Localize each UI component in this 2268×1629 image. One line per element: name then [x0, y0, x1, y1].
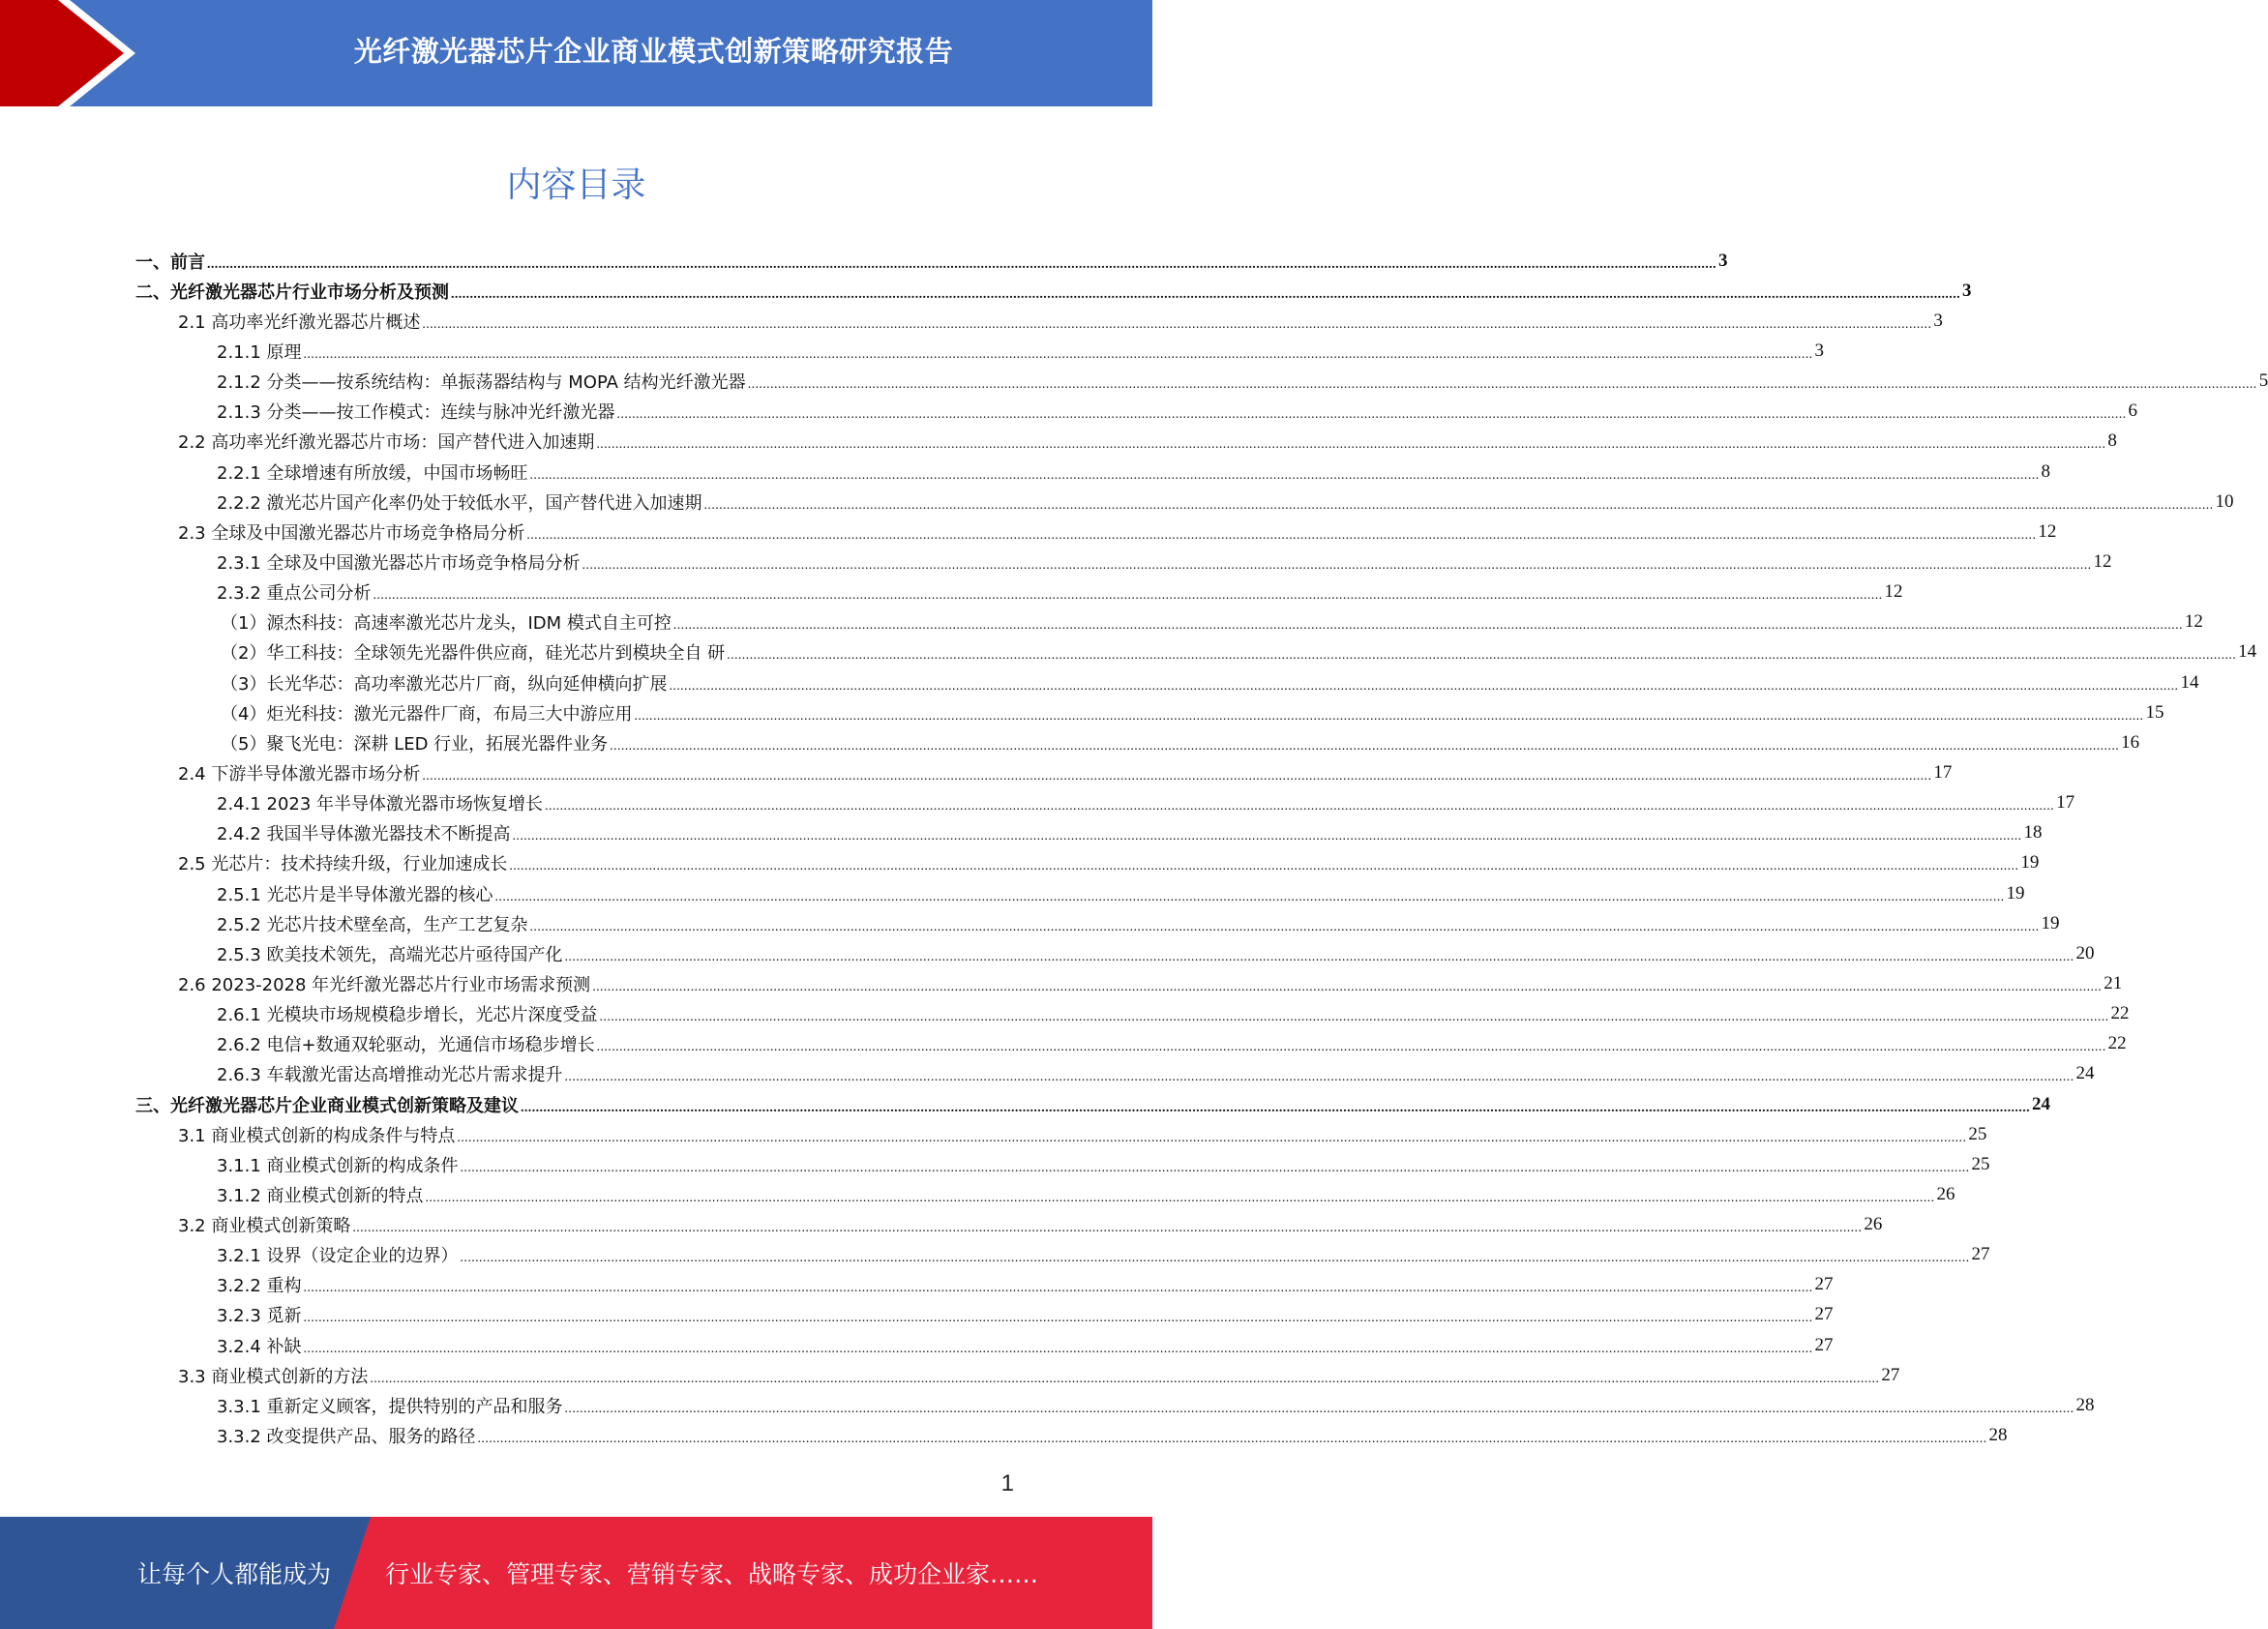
toc-entry-page: 12 [2038, 520, 2057, 542]
toc-entry-page: 3 [1814, 340, 1825, 361]
table-of-contents [135, 246, 2268, 1451]
toc-entry-page: 8 [2107, 430, 2117, 452]
toc-entry-page: 22 [2107, 1033, 2127, 1054]
toc-entry-label: 2.1.1 原理 [217, 341, 302, 363]
toc-entry-page: 20 [2075, 942, 2095, 963]
toc-entry-page: 14 [2180, 671, 2199, 693]
toc-entry-label: 3.2.4 补缺 [217, 1336, 302, 1357]
toc-entry[interactable] [135, 1179, 1955, 1209]
toc-entry-page: 25 [1971, 1153, 1990, 1174]
toc-leader-dots: ................................................................................................................................................................................................................................................................................................................................................................................................................ [592, 979, 2103, 994]
toc-entry[interactable] [135, 667, 2199, 697]
toc-entry-label: 3.3 商业模式创新的方法 [178, 1366, 369, 1387]
toc-entry[interactable] [135, 547, 2112, 577]
toc-entry-page: 24 [2075, 1063, 2095, 1084]
toc-entry[interactable] [135, 1420, 2008, 1450]
toc-entry-label: 3.3.1 重新定义顾客，提供特别的产品和服务 [217, 1396, 563, 1417]
toc-entry-label: 2.5.1 光芯片是半导体激光器的核心 [217, 884, 493, 905]
toc-entry-page: 22 [2110, 1003, 2130, 1024]
toc-entry-label: 2.4 下游半导体激光器市场分析 [178, 763, 421, 785]
toc-entry-page: 27 [1814, 1274, 1834, 1295]
toc-entry[interactable] [135, 1029, 2127, 1059]
toc-entry-label: 一、前言 [135, 252, 205, 273]
toc-entry-label: 2.6 2023-2028 年光纤激光器芯片行业市场需求预测 [178, 974, 591, 995]
toc-entry[interactable] [135, 607, 2203, 637]
toc-leader-dots: ................................................................................................................................................................................................................................................................................................................................................................................................................ [370, 1371, 1880, 1386]
toc-entry-page: 3 [1962, 280, 1972, 301]
toc-entry[interactable] [135, 818, 2043, 848]
toc-leader-dots: ................................................................................................................................................................................................................................................................................................................................................................................................................ [703, 497, 2214, 513]
toc-leader-dots: ................................................................................................................................................................................................................................................................................................................................................................................................................ [451, 286, 1960, 302]
toc-leader-dots: ................................................................................................................................................................................................................................................................................................................................................................................................................ [303, 1281, 1813, 1296]
toc-entry-page: 26 [1864, 1214, 1883, 1235]
toc-entry-page: 24 [2032, 1093, 2050, 1114]
toc-leader-dots: ................................................................................................................................................................................................................................................................................................................................................................................................................ [526, 527, 2037, 543]
toc-entry[interactable] [135, 1300, 1834, 1330]
toc-entry-page: 17 [1933, 761, 1953, 783]
toc-entry-label: 2.1.3 分类——按工作模式：连续与脉冲光纤激光器 [217, 402, 615, 424]
toc-entry-label: 3.2 商业模式创新策略 [178, 1216, 351, 1237]
toc-entry[interactable] [135, 397, 2138, 427]
toc-entry[interactable] [135, 457, 2051, 487]
toc-entry[interactable] [135, 1089, 2050, 1119]
toc-entry[interactable] [135, 697, 2164, 727]
toc-heading: 内容目录 [506, 165, 646, 205]
toc-entry-page: 19 [2041, 912, 2060, 933]
toc-entry-page: 15 [2145, 701, 2164, 723]
toc-entry-label: 2.2.2 激光芯片国产化率仍处于较低水平，国产替代进入加速期 [217, 492, 702, 514]
toc-leader-dots: ................................................................................................................................................................................................................................................................................................................................................................................................................ [616, 407, 2127, 423]
toc-leader-dots: ................................................................................................................................................................................................................................................................................................................................................................................................................ [599, 1010, 2109, 1025]
toc-entry[interactable] [135, 1059, 2095, 1089]
toc-leader-dots: ................................................................................................................................................................................................................................................................................................................................................................................................................ [596, 1040, 2106, 1055]
toc-leader-dots: ................................................................................................................................................................................................................................................................................................................................................................................................................ [669, 678, 2179, 694]
toc-entry-page: 14 [2238, 641, 2257, 663]
report-title: 光纤激光器芯片企业商业模式创新策略研究报告 [353, 34, 954, 68]
toc-leader-dots: ................................................................................................................................................................................................................................................................................................................................................................................................................ [425, 1190, 1935, 1205]
toc-leader-dots: ................................................................................................................................................................................................................................................................................................................................................................................................................ [494, 889, 2005, 904]
toc-entry[interactable] [135, 848, 2040, 878]
toc-entry-label: （3）长光华芯：高功率激光芯片厂商，纵向延伸横向扩展 [221, 673, 668, 695]
toc-leader-dots: ................................................................................................................................................................................................................................................................................................................................................................................................................ [564, 949, 2074, 964]
toc-entry[interactable] [135, 306, 1943, 336]
toc-entry-label: 2.5 光芯片：技术持续升级，行业加速成长 [178, 854, 508, 875]
toc-entry-label: 3.3.2 改变提供产品、服务的路径 [217, 1427, 476, 1448]
toc-entry[interactable] [135, 1210, 1883, 1240]
toc-entry-label: 2.5.2 光芯片技术壁垒高，生产工艺复杂 [217, 914, 528, 935]
toc-leader-dots: ................................................................................................................................................................................................................................................................................................................................................................................................................ [512, 829, 2022, 844]
toc-entry-page: 27 [1814, 1334, 1834, 1355]
toc-entry-label: 2.3 全球及中国激光器芯片市场竞争格局分析 [178, 522, 525, 544]
toc-entry[interactable] [135, 487, 2234, 517]
toc-entry-label: 2.2 高功率光纤激光器芯片市场：国产替代进入加速期 [178, 432, 595, 454]
toc-entry-label: 2.5.3 欧美技术领先，高端光芯片亟待国产化 [217, 944, 563, 965]
toc-entry-label: 2.4.1 2023 年半导体激光器市场恢复增长 [217, 794, 544, 815]
toc-entry-label: （4）炬光科技：激光元器件厂商，布局三大中游应用 [221, 703, 633, 725]
toc-entry-page: 21 [2104, 972, 2123, 993]
toc-entry-label: （2）华工科技：全球领先光器件供应商，硅光芯片到模块全自 研 [221, 643, 726, 665]
header-arrow-shape [0, 0, 155, 106]
toc-entry-page: 28 [1988, 1425, 2008, 1446]
toc-entry[interactable] [135, 1330, 1834, 1360]
toc-leader-dots: ................................................................................................................................................................................................................................................................................................................................................................................................................ [747, 377, 2257, 393]
toc-entry-label: 三、光纤激光器芯片企业商业模式创新策略及建议 [135, 1095, 519, 1116]
toc-entry-page: 12 [2093, 550, 2112, 572]
toc-entry[interactable] [135, 788, 2075, 818]
toc-entry-page: 19 [2006, 882, 2025, 903]
toc-entry-page: 12 [2184, 611, 2203, 633]
toc-leader-dots: ................................................................................................................................................................................................................................................................................................................................................................................................................ [564, 1401, 2074, 1416]
toc-leader-dots: ................................................................................................................................................................................................................................................................................................................................................................................................................ [596, 437, 2106, 453]
toc-entry[interactable] [135, 999, 2130, 1029]
toc-entry-page: 16 [2121, 731, 2140, 753]
toc-entry-label: 2.6.3 车载激光雷达高增推动光芯片需求提升 [217, 1065, 563, 1086]
toc-leader-dots: ................................................................................................................................................................................................................................................................................................................................................................................................................ [303, 346, 1813, 362]
toc-entry-page: 6 [2128, 400, 2138, 422]
toc-leader-dots: ................................................................................................................................................................................................................................................................................................................................................................................................................ [352, 1221, 1863, 1236]
toc-entry[interactable] [135, 938, 2095, 968]
toc-entry[interactable] [135, 727, 2140, 757]
toc-entry-label: 3.2.1 设界（设定企业的边界） [217, 1246, 459, 1267]
toc-leader-dots: ................................................................................................................................................................................................................................................................................................................................................................................................................ [422, 768, 1932, 784]
toc-entry-page: 26 [1936, 1183, 1955, 1204]
toc-entry-label: 3.1 商业模式创新的构成条件与特点 [178, 1125, 456, 1146]
toc-leader-dots: ................................................................................................................................................................................................................................................................................................................................................................................................................ [582, 557, 2092, 573]
toc-leader-dots: ................................................................................................................................................................................................................................................................................................................................................................................................................ [457, 1130, 1967, 1145]
toc-leader-dots: ................................................................................................................................................................................................................................................................................................................................................................................................................ [529, 919, 2040, 934]
toc-entry[interactable] [135, 878, 2025, 908]
toc-leader-dots: ................................................................................................................................................................................................................................................................................................................................................................................................................ [460, 1160, 1970, 1175]
toc-entry[interactable] [135, 968, 2123, 998]
toc-entry[interactable] [135, 1149, 1990, 1179]
toc-entry[interactable] [135, 1119, 1987, 1149]
footer-slogan-right: 行业专家、管理专家、营销专家、战略专家、成功企业家…… [385, 1560, 1039, 1588]
toc-entry-page: 17 [2056, 792, 2075, 814]
toc-entry-label: （1）源杰科技：高速率激光芯片龙头，IDM 模式自主可控 [221, 613, 671, 635]
toc-entry-label: 2.4.2 我国半导体激光器技术不断提高 [217, 824, 511, 845]
toc-leader-dots: ................................................................................................................................................................................................................................................................................................................................................................................................................ [303, 1341, 1813, 1356]
toc-entry[interactable] [135, 637, 2257, 667]
toc-entry-page: 8 [2041, 460, 2051, 482]
toc-entry[interactable] [135, 757, 1953, 787]
toc-entry[interactable] [135, 1360, 1900, 1390]
toc-entry[interactable] [135, 1240, 1990, 1270]
toc-entry-label: 2.1 高功率光纤激光器芯片概述 [178, 311, 421, 333]
toc-entry-page: 5 [2258, 370, 2268, 392]
toc-entry-page: 3 [1718, 250, 1728, 271]
toc-entry-label: 3.1.2 商业模式创新的特点 [217, 1185, 424, 1206]
toc-leader-dots: ................................................................................................................................................................................................................................................................................................................................................................................................................ [477, 1432, 1987, 1447]
toc-entry-page: 25 [1968, 1123, 1987, 1144]
toc-entry-page: 27 [1814, 1304, 1834, 1325]
toc-leader-dots: ................................................................................................................................................................................................................................................................................................................................................................................................................ [529, 467, 2040, 483]
header-banner [0, 0, 1152, 106]
toc-leader-dots: ................................................................................................................................................................................................................................................................................................................................................................................................................ [460, 1251, 1970, 1266]
toc-entry-label: 3.2.2 重构 [217, 1276, 302, 1297]
toc-leader-dots: ................................................................................................................................................................................................................................................................................................................................................................................................................ [207, 256, 1716, 272]
toc-entry-label: 2.6.1 光模块市场规模稳步增长，光芯片深度受益 [217, 1005, 598, 1026]
toc-entry-label: 二、光纤激光器芯片行业市场分析及预测 [135, 281, 449, 303]
toc-entry[interactable] [135, 427, 2117, 457]
toc-entry[interactable] [135, 336, 1825, 366]
toc-leader-dots: ................................................................................................................................................................................................................................................................................................................................................................................................................ [545, 799, 2055, 814]
footer-slogan-left: 让每个人都能成为 [137, 1560, 332, 1588]
toc-entry-label: （5）聚飞光电：深耕 LED 行业，拓展光器件业务 [221, 733, 609, 755]
toc-entry[interactable] [135, 1390, 2095, 1420]
toc-entry-page: 28 [2075, 1394, 2095, 1415]
toc-entry-page: 18 [2023, 822, 2043, 844]
toc-entry-label: 2.2.1 全球增速有所放缓，中国市场畅旺 [217, 462, 528, 484]
toc-entry[interactable] [135, 367, 2268, 397]
toc-leader-dots: ................................................................................................................................................................................................................................................................................................................................................................................................................ [672, 618, 2183, 634]
toc-entry-page: 3 [1933, 310, 1943, 331]
toc-entry-page: 12 [1884, 581, 1903, 603]
toc-entry[interactable] [135, 517, 2057, 547]
toc-leader-dots: ................................................................................................................................................................................................................................................................................................................................................................................................................ [610, 738, 2120, 754]
toc-entry[interactable] [135, 1270, 1834, 1300]
toc-entry-label: 2.3.2 重点公司分析 [217, 583, 372, 605]
toc-leader-dots: ................................................................................................................................................................................................................................................................................................................................................................................................................ [521, 1100, 2030, 1115]
toc-leader-dots: ................................................................................................................................................................................................................................................................................................................................................................................................................ [564, 1070, 2074, 1085]
toc-entry-page: 27 [1881, 1364, 1900, 1385]
toc-entry-page: 10 [2215, 490, 2234, 512]
toc-entry-page: 27 [1971, 1244, 1990, 1265]
toc-leader-dots: ................................................................................................................................................................................................................................................................................................................................................................................................................ [422, 316, 1932, 332]
toc-entry[interactable] [135, 246, 1728, 276]
toc-leader-dots: ................................................................................................................................................................................................................................................................................................................................................................................................................ [303, 1311, 1813, 1326]
toc-entry-label: 2.1.2 分类——按系统结构：单振荡器结构与 MOPA 结构光纤激光器 [217, 372, 746, 394]
toc-entry-page: 19 [2020, 852, 2040, 874]
toc-entry[interactable] [135, 276, 1972, 306]
toc-entry[interactable] [135, 578, 1903, 607]
toc-entry-label: 3.2.3 觅新 [217, 1306, 302, 1327]
toc-entry-label: 2.3.1 全球及中国激光器芯片市场竞争格局分析 [217, 552, 581, 574]
toc-leader-dots: ................................................................................................................................................................................................................................................................................................................................................................................................................ [727, 648, 2237, 664]
toc-leader-dots: ................................................................................................................................................................................................................................................................................................................................................................................................................ [634, 708, 2144, 724]
toc-leader-dots: ................................................................................................................................................................................................................................................................................................................................................................................................................ [373, 588, 1883, 604]
toc-entry[interactable] [135, 908, 2060, 938]
page-number: 1 [1000, 1470, 1014, 1496]
footer-banner [0, 1517, 1152, 1629]
toc-leader-dots: ................................................................................................................................................................................................................................................................................................................................................................................................................ [509, 859, 2019, 874]
toc-entry-label: 2.6.2 电信+数通双轮驱动，光通信市场稳步增长 [217, 1035, 595, 1056]
toc-entry-label: 3.1.1 商业模式创新的构成条件 [217, 1155, 459, 1176]
